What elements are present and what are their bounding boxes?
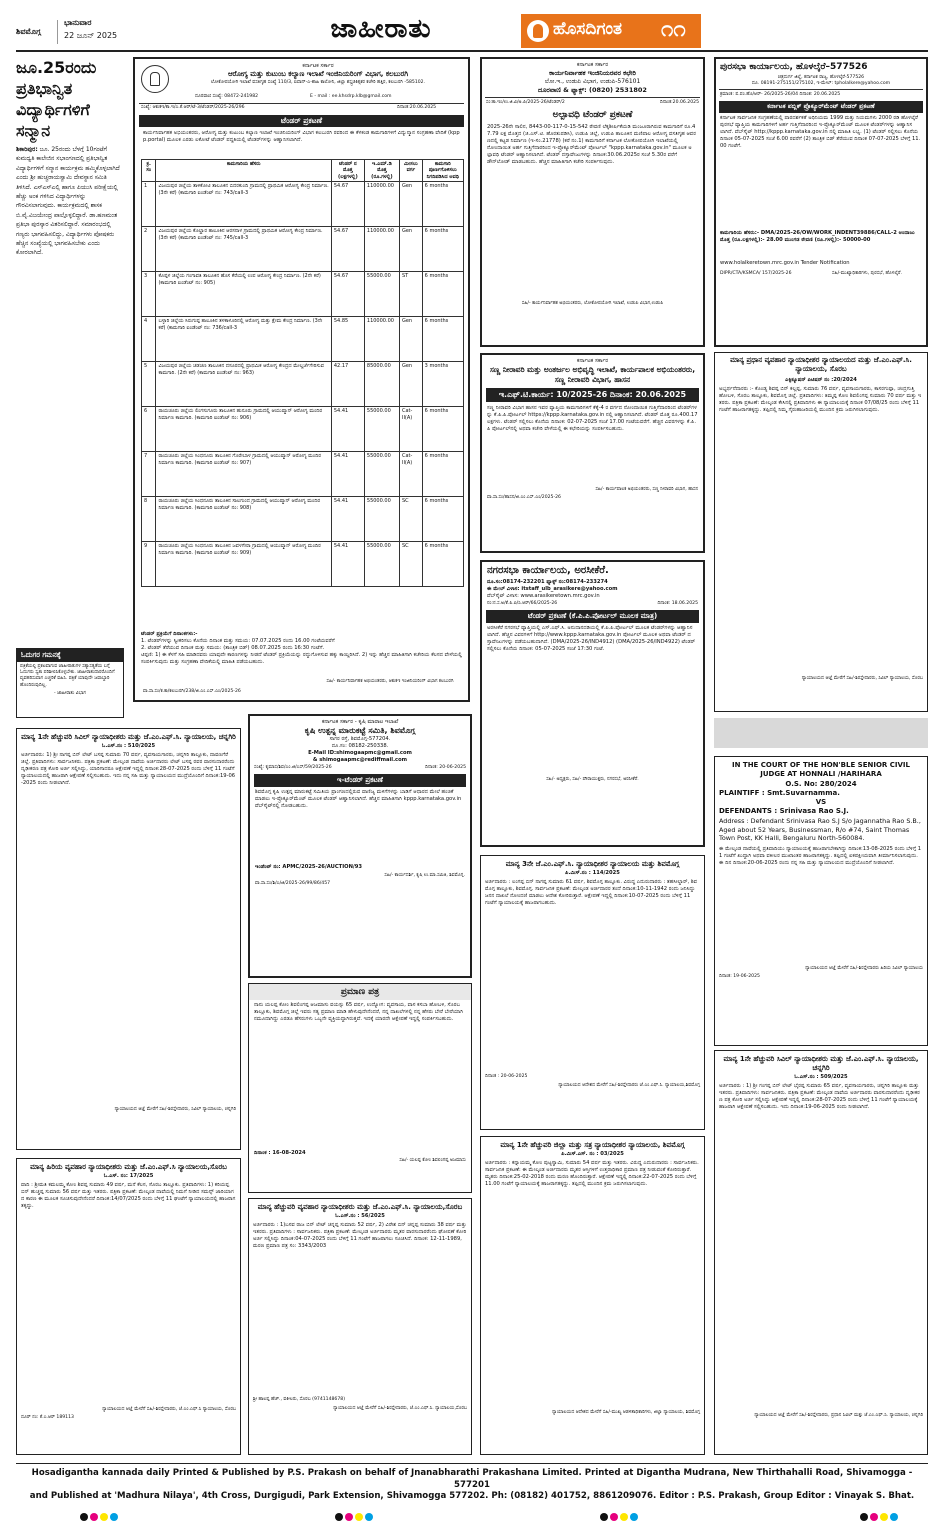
table-cell: Gen — [399, 182, 422, 227]
health-title: ಟೆಂಡರ್ ಪ್ರಕಟಣೆ — [139, 115, 464, 127]
table-cell: 55000.00 — [364, 272, 399, 317]
table-cell: 9 — [142, 542, 156, 587]
hol-ref: ಕ್ರಮಾಂಕ: ಪ.ಪಂ.ಹೊ/ಆರ್- 26/2025-26/04 ದಿನಾಂಕ: 20.06.2025 — [720, 92, 841, 98]
masthead-city: ಶಿವಮೊಗ್ಗ — [16, 20, 58, 44]
registration-marks — [335, 1513, 375, 1523]
table-cell: 42.17 — [331, 362, 364, 407]
imprint-line2: and Published at 'Madhura Nilaya', 4th Cross, Durgigudi, Park Extension, Shivamogga 577202. Ph: (08182) 401752, 8861209076. Editor : P.S. Prakash, Group Editor : Vinayak S. Bhat. — [29, 1491, 915, 1501]
court6-court: ಮಾನ್ಯ 1ನೇ ಹೆಚ್ಚುವರಿ ಸಿವಿಲ್ ನ್ಯಾಯಾಧೀಶರು ಮತ್ತು ಜೆ.ಎಂ.ಎಫ್.ಸಿ. ನ್ಯಾಯಾಲಯ, ಚನ್ನಗಿರಿ — [723, 1055, 919, 1072]
table-cell: Cat-II(A) — [399, 407, 422, 452]
udupi-refline — [482, 100, 703, 106]
registration-marks — [860, 1513, 900, 1523]
court4-date: ದಿನಾಂಕ : 20-06-2025 — [485, 1074, 528, 1079]
arsikere-tender-ad — [480, 560, 705, 847]
ars-web: ವೆಬ್‌ಸೈಟ್ ವಿಳಾಸ: www.arasikeretown.mrc.gov.in — [487, 593, 600, 599]
honnali-court: IN THE COURT OF THE HON'BLE SENIOR CIVIL JUDGE AT HONNALI /HARIHARA — [732, 761, 910, 778]
ars-refline — [482, 600, 703, 608]
affidavit-title: ಪ್ರಮಾಣ ಪತ್ರ — [249, 984, 471, 1000]
sorab-court-notice — [714, 352, 928, 712]
table-cell: ರಾಯಚೂರು ಜಿಲ್ಲೆಯ ಸಿಂಧನೂರು ತಾಲೂಕಿನ ಗೊರೇಬಾಳ ಗ್ರಾಮದಲ್ಲಿ ಆಯುಷ್ಮಾನ್ ಆರೋಗ್ಯ ಮಂದಿರ ನಿರ್ಮಾಣ ಕಾಮಗಾರಿ. (ಕಾಮಗಾರಿ ಐಂಡೆಂಟ್ ನಂ: 907) — [156, 452, 331, 497]
table-cell: 6 months — [422, 182, 463, 227]
table-cell: 55000.00 — [364, 542, 399, 587]
table-cell: Gen — [399, 317, 422, 362]
court1-sig: ನ್ಯಾಯಾಲಯದ ಆಜ್ಞೆ ಮೇರೆಗೆ ಸಹಿ/-ಶಿರಸ್ತೇದಾರರು, ಸಿವಿಲ್ ನ್ಯಾಯಾಲಯ, ಚನ್ನಗಿರಿ — [114, 1107, 236, 1112]
court1-notice — [16, 728, 241, 1150]
table-cell: Gen — [399, 362, 422, 407]
court6-body: ಅರ್ಜಿದಾರರು : 1) ಶ್ರೀ ಗಂಗಪ್ಪ ಬಿನ್ ಲೇಟ್ ಭೈರಪ್ಪ ಸುಮಾರು 65 ವರ್ಷ, ವ್ಯವಸಾಯಗಾರರು, ಚನ್ನಗಿರಿ ತಾಲ್ಲೂಕು ಮತ್ತು ಇತರರು. ಪ್ರತಿವಾದಿಗಳು: ಸಾರ್ವಜನಿಕರು. ಪತ್ರಿಕಾ ಪ್ರಕಟಣೆ: ಮೇಲ್ಕಂಡ ದಾವೆಯ ಅರ್ಜಿದಾರರು ವಾರಸುದಾರರೆಂದು ದೃಢೀಕರಣ ಪತ್ರ ಕೋರಿ ಅರ್ಜಿ ಸಲ್ಲಿಸಿದ್ದು ಆಕ್ಷೇಪಣೆ ಇದ್ದಲ್ಲಿ ದಿನಾಂಕ:28-07-2025 ರಂದು ಬೆಳಿಗ್ಗೆ 11 ಗಂಟೆಗೆ ನ್ಯಾಯಾಲಯಕ್ಕೆ ಹಾಜರಾಗಿ ಆಕ್ಷೇಪಣೆ ಸಲ್ಲಿಸಬಹುದು. ಇದು ದಿನಾಂಕ:19-06-2025 ರಂದು ನೀಡಲಾಗಿದೆ. — [719, 1083, 920, 1110]
table-cell: 8 — [142, 497, 156, 542]
court4-body: ಅರ್ಜಿದಾರರು : ಲಂಗಪ್ಪ ಬಿನ್ ನಾಗಪ್ಪ ಸುಮಾರು 61 ವರ್ಷ, ಶಿವಮೊಗ್ಗ ತಾಲ್ಲೂಕು. ವಿರುದ್ಧ ಎದುರುದಾರರು : ತಹಸೀಲ್ದಾರ್, ಶಿವಮೊಗ್ಗ ತಾಲ್ಲೂಕು, ಶಿವಮೊಗ್ಗ. ಸಾರ್ವಜನಿಕ ಪ್ರಕಟಣೆ: ಮೇಲ್ಕಂಡ ಅರ್ಜಿದಾರರ ತಂದೆ ದಿನಾಂಕ:10-11-1942 ರಂದು ಜನಿಸಿದ್ದು ಜನನ ದಾಖಲೆ ನೋಂದಣಿ ಮಾಡಲು ಆದೇಶ ಕೋರಿರುತ್ತಾರೆ. ಆಕ್ಷೇಪಣೆ ಇದ್ದಲ್ಲಿ ದಿನಾಂಕ:10-07-2025 ರಂದು ಬೆಳಿಗ್ಗೆ 11 ಗಂಟೆಗೆ ನ್ಯಾಯಾಲಯಕ್ಕೆ ಹಾಜರಾಗಬಹುದು. — [485, 879, 698, 906]
table-cell: ವಿಜಯಪುರ ಜಿಲ್ಲೆಯ ಚಡಚಣ ತಾಲೂಕಿನ ದಸೂರದಲ್ಲಿ ಪ್ರಾಥಮಿಕ ಆರೋಗ್ಯ ಕೇಂದ್ರದ ಮೇಲ್ದರ್ಜೆಗೇರಿಸುವ ಕಾಮಗಾರಿ. (2ನೇ ಕರೆ) (ಕಾಮಗಾರಿ ಐಂಡೆಂಟ್ ನಂ: 963) — [156, 362, 331, 407]
hol-sigline — [716, 267, 926, 281]
apmc-phone: ದೂ.ಸಂ: 08182-250338. — [331, 743, 389, 749]
affidavit-notice — [248, 983, 472, 1193]
table-cell: 4 — [142, 317, 156, 362]
udupi-tender-ad — [480, 57, 705, 347]
ars-phone: ದೂ.ಸಂ:08174-232201 ಫ್ಯಾಕ್ಸ್ ನಂ:08174-233274 — [487, 579, 608, 585]
affidavit-date: ದಿನಾಂಕ : 16-08-2024 — [254, 1150, 306, 1156]
irr-ref: ಇ.ಎಫ್.ಟಿ.ಕಾರ್ಯ: 10/2025-26 ದಿನಾಂಕ: 20.06.2025 — [486, 388, 699, 402]
affidavit-body: ನಾನು ಯಲಪ್ಪ ಕೋಂ ಶಿವಲಿಂಗಪ್ಪ ಆಜಮಾಸು ವಯಸ್ಸು 65 ವರ್ಷ, ಉದ್ಯೋಗ: ವ್ಯವಸಾಯ, ವಾಸ ಕಸಬಾ ಹೋಬಳಿ, ಸೊರಬ ತಾಲ್ಲೂಕು, ಶಿವಮೊಗ್ಗ ಜಿಲ್ಲೆ ಇವರು ಸತ್ಯ ಪ್ರಮಾಣ ಮಾಡಿ ಹೇಳುವುದೇನೆಂದರೆ, ನನ್ನ ದಾಖಲೆಗಳಲ್ಲಿ ನನ್ನ ಹೆಸರು ಬೇರೆ ಬೇರೆಯಾಗಿ ನಮೂದಾಗಿದ್ದು ಎರಡೂ ಹೆಸರುಗಳು ಒಬ್ಬನೇ ವ್ಯಕ್ತಿಯದ್ದಾಗಿರುತ್ತವೆ. ಇದಕ್ಕೆ ಯಾರದೇ ಆಕ್ಷೇಪಣೆ ಇದ್ದಲ್ಲಿ ಸಂಪರ್ಕಿಸಬಹುದು. — [254, 1002, 464, 1022]
table-cell: 54.85 — [331, 317, 364, 362]
gray-filler — [714, 718, 928, 748]
table-cell: 6 months — [422, 542, 463, 587]
table-row — [142, 452, 464, 497]
table-cell: ರಾಯಚೂರು ಜಿಲ್ಲೆಯ ಸಿಂಧನೂರು ತಾಲೂಕಿನ ಸಾಲಗುಂದ ಗ್ರಾಮದಲ್ಲಿ ಆಯುಷ್ಮಾನ್ ಆರೋಗ್ಯ ಮಂದಿರ ನಿರ್ಮಾಣ ಕಾಮಗಾರಿ. (ಕಾಮಗಾರಿ ಐಂಡೆಂಟ್ ನಂ: 908) — [156, 497, 331, 542]
sorab-body: ಅಭ್ಯರ್ಥನೆದಾರರು :- ಕೊಂಡ್ಯ ಶಿವಪ್ಪ ಬಿನ್ ಕಲ್ಲಪ್ಪ, ಸುಮಾರು 76 ವರ್ಷ, ವ್ಯವಸಾಯಗಾರರು, ಕಾಸರಗುಪ್ಪಾ, ಚಂದ್ರಗುತ್ತಿ ಹೋಬಳಿ, ಸೊರಬ ತಾಲ್ಲೂಕು, ಶಿವಮೊಗ್ಗ ಜಿಲ್ಲೆ. ಪ್ರತಿವಾದಿಗಳು: ತಿಮ್ಮಪ್ಪ ಕೋಂ ಶಿವಲಿಂಗಪ್ಪ ಸುಮಾರು 70 ವರ್ಷ ಮತ್ತು ಇತರರು. ಪತ್ರಿಕಾ ಪ್ರಕಟಣೆ: ಮೇಲ್ಕಂಡ ಕೇಸಿನಲ್ಲಿ ಪ್ರತಿವಾದಿಗಳು ಈ ನ್ಯಾಯಾಲಯಕ್ಕೆ ದಿನಾಂಕ 07/08/25 ರಂದು ಬೆಳಿಗ್ಗೆ 11 ಗಂಟೆಗೆ ಹಾಜರಾಗತಕ್ಕದ್ದು. ತಪ್ಪಿದಲ್ಲಿ ನಿಮ್ಮ ಗೈರುಹಾಜರಿಯಲ್ಲಿ ಮುಂದಿನ ಕ್ರಮ ಜರುಗಿಸಲಾಗುವುದು. — [719, 386, 922, 413]
table-cell: 3 months — [422, 362, 463, 407]
col-head: ಕಾಮಗಾರಿ ಪೂರ್ಣಗೊಳಿಸಲು ನಿಗದಿಪಡಿಸಿದ ಅವಧಿ — [422, 160, 463, 182]
health-ref: ಸಂಖ್ಯೆ: ಆಕುಕಇ/ಕಾ.ಇ/ಎ.ಕೆ.ಆರ್/ಟೆ-3/ಟೆಂಡರ್/2025-26/296 — [141, 105, 245, 110]
table-row — [142, 407, 464, 452]
health-table-wrap — [141, 159, 464, 587]
ars-ref: ನಂ:ನ.ಸ.ಅ/ಕೆ.ಪಿ.ಪಿ/ಸಿ.ಆರ್/66/2025-26 — [487, 601, 558, 606]
table-cell: 6 months — [422, 317, 463, 362]
reg-dot-yellow — [355, 1513, 363, 1521]
honnali-sig: ನ್ಯಾಯಾಲಯದ ಆಜ್ಞೆ ಮೇರೆಗೆ ಸಹಿ/-ಶಿರಸ್ತೇದಾರರು ಹಿರಿಯ ಸಿವಿಲ್ ನ್ಯಾಯಾಲಯ — [805, 965, 923, 971]
apmc-name: ಕೃಷಿ ಉತ್ಪನ್ನ ಮಾರುಕಟ್ಟೆ ಸಮಿತಿ, ಶಿವಮೊಗ್ಗ — [304, 726, 416, 735]
health-dates — [141, 631, 464, 680]
court5-body: ಅರ್ಜಿದಾರರು : ಕನ್ನಾಯಮ್ಮ ಕೋಂ ಪುಟ್ಟಸ್ವಾಮಿ, ಸುಮಾರು 54 ವರ್ಷ ಮತ್ತು ಇತರರು. ವಿರುದ್ಧ ಎದುರುದಾರರು : ಸಾರ್ವಜನಿಕರು. ಸಾರ್ವಜನಿಕ ಪ್ರಕಟಣೆ: ಈ ಮೇಲ್ಕಂಡ ಅರ್ಜಿದಾರರು ಮೃತರ ಆಸ್ತಿಗಳಿಗೆ ಉತ್ತರಾಧಿಕಾರ ಪ್ರಮಾಣ ಪತ್ರ ನೀಡುವಂತೆ ಕೋರಿರುತ್ತಾರೆ. ಮೃತರು ದಿನಾಂಕ:25-02-2018 ರಂದು ಮರಣ ಹೊಂದಿರುತ್ತಾರೆ. ಆಕ್ಷೇಪಣೆ ಇದ್ದಲ್ಲಿ ದಿನಾಂಕ:22-07-2025 ರಂದು ಬೆಳಿಗ್ಗೆ 11.00 ಗಂಟೆಗೆ ನ್ಯಾಯಾಲಯಕ್ಕೆ ಹಾಜರಾಗತಕ್ಕದ್ದು. ತಪ್ಪಿದಲ್ಲಿ ಮುಂದಿನ ಕ್ರಮ ಜರುಗಿಸಲಾಗುವುದು. — [485, 1160, 699, 1187]
court3-court: ಮಾನ್ಯ ಹೆಚ್ಚುವರಿ ವ್ಯವಹಾರ ನ್ಯಾಯಾಧೀಶರು ಮತ್ತು ಜೆ.ಎಂ.ಎಫ್.ಸಿ. ನ್ಯಾಯಾಲಯ,ಸೊರಬ — [257, 1203, 463, 1211]
honnali-body: ಈ ಮೇಲ್ಕಂಡ ದಾವೆಯಲ್ಲಿ ಪ್ರತಿವಾದಿಯು ನ್ಯಾಯಾಲಯಕ್ಕೆ ಹಾಜರಾಗಬೇಕಾಗಿದ್ದು ದಿನಾಂಕ:13-08-2025 ರಂದು ಬೆಳಿಗ್ಗೆ 11 ಗಂಟೆಗೆ ಖುದ್ದಾಗಿ ಅಥವಾ ವಕೀಲರ ಮುಖಾಂತರ ಹಾಜರಾಗತಕ್ಕದ್ದು. ತಪ್ಪಿದಲ್ಲಿ ಏಕಪಕ್ಷೀಯವಾಗಿ ತೀರ್ಮಾನಿಸಲಾಗುವುದು. ಈ ದಿನ ದಿನಾಂಕ:20-06-2025 ರಂದು ನನ್ನ ಸಹಿ ಮತ್ತು ನ್ಯಾಯಾಲಯದ ಮುದ್ರೆಯೊಂದಿಗೆ ನೀಡಲಾಗಿದೆ. — [719, 845, 922, 866]
health-dept: ಆರೋಗ್ಯ ಮತ್ತು ಕುಟುಂಬ ಕಲ್ಯಾಣ ಇಲಾಖೆ ಇಂಜಿನಿಯರಿಂಗ್ ವಿಭಾಗ, ಕಲಬುರಗಿ — [227, 70, 409, 78]
imprint — [16, 1468, 928, 1503]
notice-body: ಪತ್ರಿಕೆಯಲ್ಲಿ ಪ್ರಕಟವಾಗುವ ಜಾಹೀರಾತುಗಳ ಸತ್ಯಾಸತ್ಯತೆಯ ಬಗ್ಗೆ ಓದುಗರು ಸ್ವತಃ ಪರಿಶೀಲಿಸಿಕೊಳ್ಳಬೇಕು. ಜಾಹೀರಾತುದಾರರೊಂದಿಗೆ ವ್ಯವಹರಿಸುವಾಗ ಎಚ್ಚರಿಕೆ ವಹಿಸಿ. ಪತ್ರಿಕೆ ಯಾವುದೇ ಜವಾಬ್ದಾರಿ ಹೊಂದಿರುವುದಿಲ್ಲ. — [20, 664, 115, 688]
apmc-footref: ವಾ.ಸಾ.ಸಂ/ಶಿ/ಎ/ಜಿ/2025-26/99/86/457 — [255, 881, 331, 887]
apmc-sig: ಸಹಿ/- ಕಾರ್ಯದರ್ಶಿ, ಕೃಷಿ ಉ.ಮಾ.ಸಮಿತಿ, ಶಿವಮೊಗ್ಗ. — [384, 873, 465, 879]
reg-dot-cyan — [110, 1513, 118, 1521]
court3-case: ಓ.ಎಸ್.ನಂ : 56/2025 — [335, 1213, 385, 1219]
health-phone: ದೂರವಾಣಿ ಸಂಖ್ಯೆ: 08472-241982 — [195, 94, 259, 99]
sorab-sig: ನ್ಯಾಯಾಲಯದ ಆಜ್ಞೆ ಮೇರೆಗೆ ಸಹಿ/-ಶಿರಸ್ತೇದಾರರು, ಸಿವಿಲ್ ನ್ಯಾಯಾಲಯ, ಸೊರಬ — [801, 676, 923, 681]
hol-web: www.holalkeretown.mrc.gov.in Tender Notification — [720, 259, 850, 266]
apmc-refline — [250, 764, 470, 772]
table-cell: 5 — [142, 362, 156, 407]
table-cell: SC — [399, 497, 422, 542]
reg-dot-magenta — [90, 1513, 98, 1521]
table-cell: 55000.00 — [364, 497, 399, 542]
hol-title: ಕರ್ನಾಟಕ ಪಬ್ಲಿಕ್ ಪ್ರೊಕ್ಯೂರ್‌ಮೆಂಟ್ ಟೆಂಡರ್ ಪ್ರಕಟಣೆ — [719, 101, 923, 113]
reg-dot-cyan — [365, 1513, 373, 1521]
col-head: ಕಾಮಗಾರಿಯ ಹೆಸರು — [156, 160, 331, 182]
hol-body: ಕರ್ನಾಟಕ ಸಾರ್ವಜನಿಕ ಸಂಗ್ರಹಣೆಯಲ್ಲಿ ಪಾರದರ್ಶಕತೆ ಅಧಿನಿಯಮ 1999 ಮತ್ತು ನಿಯಮಗಳು 2000 ರಡಿ ಹೊಳಲ್ಕೆರೆ ಪುರಸಭೆ ವ್ಯಾಪ್ತಿಯ ಕಾಮಗಾರಿಗಳಿಗೆ ಅರ್ಹ ಗುತ್ತಿಗೆದಾರರಿಂದ ಇ-ಪ್ರೊಕ್ಯೂರ್‌ಮೆಂಟ್ ಮೂಲಕ ಟೆಂಡರ್‌ಗಳನ್ನು ಆಹ್ವಾನಿಸಲಾಗಿದೆ. ವೆಬ್‌ಸೈಟ್ http://kppp.karnataka.gov.in ನಲ್ಲಿ ಮಾಹಿತಿ ಲಭ್ಯ. (1) ಟೆಂಡರ್ ಸಲ್ಲಿಸಲು ಕೊನೆಯ ದಿನಾಂಕ 05-07-2025 ಸಂಜೆ 6.00 ರವರೆಗೆ (2) ತಾಂತ್ರಿಕ ಬಿಡ್ ತೆರೆಯುವ ದಿನಾಂಕ 07-07-2025 ಬೆಳಿಗ್ಗೆ 11.00 ಗಂಟೆಗೆ. — [720, 114, 921, 149]
paper-name: ಹೊಸದಿಗಂತ — [553, 19, 623, 39]
court2-phone: ದೂರ್ ನಂ: ಕೆ.ಎ.ಆರ್ 189113 — [21, 1415, 74, 1421]
reg-dot-black — [860, 1513, 868, 1521]
honnali-court-notice — [714, 756, 928, 1046]
table-cell: Gen — [399, 227, 422, 272]
health-sig: ಸಹಿ/- ಕಾರ್ಯನಿರ್ವಾಹಕ ಅಭಿಯಂತರರು, ಆಕುಕಇ ಇಂಜಿನಿಯರಿಂಗ್ ವಿಭಾಗ ಕಲಬುರಗಿ — [326, 679, 454, 684]
notice-foot: - ಜಾಹೀರಾತು ವಿಭಾಗ — [54, 690, 86, 696]
table-cell: SC — [399, 542, 422, 587]
court6-notice — [714, 1050, 928, 1455]
apmc-indent: ಇಂಡೆಂಟ್ ನಂ: APMC/2025-26/AUCTION/93 — [255, 864, 363, 871]
notice-box — [16, 648, 124, 718]
court3-body: ಅರ್ಜಿದಾರರು : 1)ಬಸವ ರಾಜ ಬಿನ್ ಲೇಟ್ ಚನ್ನಪ್ಪ ಸುಮಾರು 52 ವರ್ಷ, 2) ವಿರೇಶ ಬಿನ್ ಚನ್ನಪ್ಪ ಸುಮಾರು 38 ವರ್ಷ ಮತ್ತು ಇತರರು. ಪ್ರತಿವಾದಿಗಳು : ಸಾರ್ವಜನಿಕರು. ಪತ್ರಿಕಾ ಪ್ರಕಟಣೆ: ಮೇಲ್ಕಂಡ ಅರ್ಜಿದಾರರು ಮೃತರ ವಾರಸುದಾರರೆಂದು ಘೋಷಣೆ ಕೋರಿ ಅರ್ಜಿ ಸಲ್ಲಿಸಿದ್ದು ದಿನಾಂಕ:04-07-2025 ರಂದು ಬೆಳಿಗ್ಗೆ 11 ಗಂಟೆಗೆ ಹಾಜರಾಗಲು ಸೂಚಿಸಿದೆ. ದಿನಾಂಕ: 12-11-1989, ಮರಣ ಪ್ರಮಾಣ ಪತ್ರ ಸಂ: 3343/2003 — [253, 1222, 467, 1249]
registration-marks — [600, 1513, 640, 1523]
apmc-email1: E-Mail ID:shimogaapmc@gmail.com — [308, 750, 412, 756]
udupi-sig: ಸಹಿ/- ಕಾರ್ಯನಿರ್ವಾಹಕ ಅಭಿಯಂತರರು, ಲೋಕೋಪಯೋಗಿ ಇಲಾಖೆ, ಉಡುಪಿ ವಿಭಾಗ,ಉಡುಪಿ — [521, 301, 664, 307]
table-cell: 6 months — [422, 407, 463, 452]
table-cell: 6 months — [422, 452, 463, 497]
court5-notice — [480, 1136, 705, 1455]
court4-notice — [480, 855, 705, 1130]
honnali-date: ದಿನಾಂಕ: 19-06-2025 — [719, 973, 760, 979]
health-footref: ವಾ.ಸಾ.ಸಂ/ಕ.ಕಾ/ಕಲಬುರಗಿ/238/ಜಿ.ಎಂ.ಎಸ್.ಎಂ/2025-26 — [143, 689, 241, 694]
table-cell: 110000.00 — [364, 182, 399, 227]
page-number: ೧೧ — [661, 17, 686, 42]
court3-sig: ನ್ಯಾಯಾಲಯದ ಆಜ್ಞೆ ಮೇರೆಗೆ ಸಹಿ/-ಶಿರಸ್ತೇದಾರರು, ಜೆ.ಎಂ.ಎಫ್.ಸಿ. ನ್ಯಾಯಾಲಯ,ಸೊರಬ — [333, 1406, 467, 1412]
govt-emblem-icon — [141, 65, 169, 93]
hol-sig: ಸಹಿ/-ಮುಖ್ಯಾಧಿಕಾರಿಗಳು, ಪುರಸಭೆ, ಹೊಳಲ್ಕೆರೆ. — [832, 270, 902, 276]
table-cell: ಬಳ್ಳಾರಿ ಜಿಲ್ಲೆಯ ಸಿರುಗುಪ್ಪ ತಾಲೂಕಿನ ತಳಕಾಳೂರಿನಲ್ಲಿ ಆರೋಗ್ಯ ಮತ್ತು ಕ್ಷೇಮ ಕೇಂದ್ರ ನಿರ್ಮಾಣ. (3ನೇ ಕರೆ) (ಕಾಮಗಾರಿ ಐಂಡೆಂಟ್ ನಂ: 736/call-3 — [156, 317, 331, 362]
table-cell: ಕೊಪ್ಪಳ ಜಿಲ್ಲೆಯ ಗಂಗಾವತಿ ತಾಲೂಕಿನ ಹೊಸ ಕೆರೆಯಲ್ಲಿ ಉಪ ಆರೋಗ್ಯ ಕೇಂದ್ರ ನಿರ್ಮಾಣ. (2ನೇ ಕರೆ) (ಕಾಮಗಾರಿ ಐಂಡೆಂಟ್ ನಂ: 905) — [156, 272, 331, 317]
honnali-plaintiff: PLAINTIFF : Smt.Suvarnamma. — [719, 789, 840, 797]
udupi-phone: ದೂರವಾಣಿ & ಫ್ಯಾಕ್ಸ್: (0820) 2531802 — [538, 86, 647, 94]
affidavit-sig: ಸಹಿ/- ಯಲಪ್ಪ ಕೋಂ ಶಿವಲಿಂಗಪ್ಪ ಅಜಮಾಸು — [399, 1158, 466, 1163]
news-body — [16, 145, 124, 258]
table-cell: 7 — [142, 452, 156, 497]
honnali-vs: VS — [815, 798, 827, 806]
hol-contact: ದೂ. 08191-275151/275102, ಇ-ಮೇಲ್: tpholalkere@yahoo.com — [751, 81, 891, 87]
table-cell: 54.67 — [331, 182, 364, 227]
health-table — [141, 159, 464, 587]
table-cell: ST — [399, 272, 422, 317]
apmc-ref: ಸಂಖ್ಯೆ: ಕೃಮಾಸ/ಶಿವ/ಎಂ.ಜಿ/ಎಸ್/59/2025-26 — [254, 765, 332, 770]
irr-gov: ಕರ್ನಾಟಕ ಸರ್ಕಾರ — [576, 358, 609, 364]
hol-item: ಕಾಮಗಾರಿಯ ಹೆಸರು:- DMA/2025-26/OW/WORK_INDENT39886/CALL-2 ಅಂದಾಜು ಮೊತ್ತ (ರೂ.ಲಕ್ಷಗಳಲ್ಲಿ):- 28.00 ಮುಂಗಡ ಠೇವಣಿ (ರೂ.ಗಳಲ್ಲಿ):- 50000-00 — [720, 229, 915, 243]
reg-dot-magenta — [870, 1513, 878, 1521]
health-date: ದಿನಾಂಕ:20.06.2025 — [397, 105, 437, 110]
col-head: ಮೀಸಲು ವರ್ಗ — [399, 160, 422, 182]
health-date2: 2. ಟೆಂಡರ್ ತೆರೆಯುವ ದಿನಾಂಕ ಮತ್ತು ಸಮಯ: (ತಾಂತ್ರಿಕ ಬಿಡ್) 08.07.2025 ರಂದು 16:30 ಗಂಟೆಗೆ. — [141, 645, 325, 651]
health-gov: ಕರ್ನಾಟಕ ಸರ್ಕಾರ — [302, 63, 334, 69]
court2-case: ಓ.ಎಸ್. ನಂ: 17/2025 — [103, 1173, 154, 1179]
apmc-title: ಇ-ಟೆಂಡರ್ ಪ್ರಕಟಣೆ — [254, 774, 466, 787]
table-row — [142, 227, 464, 272]
registration-marks — [80, 1513, 120, 1523]
apmc-gov: ಕರ್ನಾಟಕ ಸರ್ಕಾರ - ಕೃಷಿ ಮಾರಾಟ ಇಲಾಖೆ — [321, 719, 399, 725]
apmc-address: ಸಾಗರ ರಸ್ತೆ, ಶಿವಮೊಗ್ಗ-577204. — [329, 736, 391, 742]
table-row — [142, 182, 464, 227]
masthead — [16, 14, 928, 50]
court2-sig: ನ್ಯಾಯಾಲಯದ ಆಜ್ಞೆ ಮೇರೆಗೆ ಸಹಿ/-ಶಿರಸ್ತೇದಾರರು, ಜೆ.ಎಂ.ಎಫ್.ಸಿ ನ್ಯಾಯಾಲಯ, ಸೊರಬ — [102, 1407, 236, 1412]
table-cell: 3 — [142, 272, 156, 317]
masthead-date: 22 ಜೂನ್ 2025 — [64, 31, 118, 40]
reg-dot-yellow — [620, 1513, 628, 1521]
udupi-office: ಕಾರ್ಯನಿರ್ವಾಹಕ ಇಂಜಿನಿಯರವರ ಕಛೇರಿ — [549, 69, 636, 77]
table-cell: 54.41 — [331, 497, 364, 542]
reg-dot-cyan — [890, 1513, 898, 1521]
apmc-date: ದಿನಾಂಕ: 20-06-2025 — [425, 765, 466, 770]
holalkere-tender-ad — [714, 57, 928, 347]
reg-dot-black — [80, 1513, 88, 1521]
reg-dot-cyan — [630, 1513, 638, 1521]
irr-dept: ಸಣ್ಣ ನೀರಾವರಿ ಮತ್ತು ಅಂತರ್ಜಲ ಅಭಿವೃದ್ಧಿ ಇಲಾಖೆ, ಕಾರ್ಯಪಾಲಕ ಅಭಿಯಂತರರು, ಸಣ್ಣ ನೀರಾವರಿ ವಿಭಾಗ, ಹಾಸನ — [489, 365, 696, 384]
court1-body: ಅರ್ಜಿದಾರರು: 1) ಶ್ರೀ ನಾಗಪ್ಪ ಬಿನ್ ಲೇಟ್ ಬಸಪ್ಪ ಸುಮಾರು 70 ವರ್ಷ, ವ್ಯವಸಾಯಗಾರರು, ಚನ್ನಗಿರಿ ತಾಲ್ಲೂಕು, ದಾವಣಗೆರೆ ಜಿಲ್ಲೆ. ಪ್ರತಿವಾದಿಗಳು: ಸಾರ್ವಜನಿಕರು. ಪತ್ರಿಕಾ ಪ್ರಕಟಣೆ: ಮೇಲ್ಕಂಡ ದಾವೆಯ ಅರ್ಜಿದಾರರು ಲೇಟ್ ಬಸಪ್ಪ ರವರ ವಾರಸುದಾರರೆಂದು ದೃಢೀಕರಣ ಪತ್ರ ಕೋರಿ ಅರ್ಜಿ ಸಲ್ಲಿಸಿದ್ದು, ಯಾರಿಗಾದರೂ ಆಕ್ಷೇಪಣೆ ಇದ್ದಲ್ಲಿ ದಿನಾಂಕ:28-07-2025 ರಂದು ಬೆಳಿಗ್ಗೆ 11 ಗಂಟೆಗೆ ನ್ಯಾಯಾಲಯದಲ್ಲಿ ಹಾಜರಾಗಿ ಆಕ್ಷೇಪಣೆ ಸಲ್ಲಿಸಬಹುದು. ಇದು ನನ್ನ ಸಹಿ ಮತ್ತು ನ್ಯಾಯಾಲಯದ ಮುದ್ರೆಯೊಂದಿಗೆ ದಿನಾಂಕ:19-06-2025 ರಂದು ನೀಡಲಾಗಿದೆ. — [21, 752, 236, 786]
honnali-defendants: DEFENDANTS : Srinivasa Rao S.J. — [719, 807, 849, 815]
logo-emblem-icon — [527, 20, 549, 42]
court2-body: ವಾದಿ : ಶ್ರೀಮತಿ ಕಮಲಮ್ಮ ಕೋಂ ಶಿವಪ್ಪ ಸುಮಾರು 49 ವರ್ಷ, ಮನೆ ಕೆಲಸ, ಸೊರಬ ತಾಲ್ಲೂಕು. ಪ್ರತಿವಾದಿಗಳು: 1) ಕರಿಯಪ್ಪ ಬಿನ್ ಹುಚ್ಚಪ್ಪ ಸುಮಾರು 56 ವರ್ಷ ಮತ್ತು ಇತರರು. ಪತ್ರಿಕಾ ಪ್ರಕಟಣೆ: ಮೇಲ್ಕಂಡ ದಾವೆಯಲ್ಲಿ ನಿಮಗೆ ನೀಡಿದ ಸಮನ್ಸ್ ಜಾರಿಯಾಗದ ಕಾರಣ ಈ ಮೂಲಕ ಸೂಚಿಸುವುದೇನೆಂದರೆ ದಿನಾಂಕ:14/07/2025 ರಂದು ಬೆಳಿಗ್ಗೆ 11 ಘಂಟೆಗೆ ನ್ಯಾಯಾಲಯದಲ್ಲಿ ಹಾಜರಾಗತಕ್ಕದ್ದು. — [21, 1182, 236, 1209]
masthead-day: ಭಾನುವಾರ — [64, 18, 92, 27]
hol-address: ಚಿತ್ರದುರ್ಗ ಜಿಲ್ಲೆ, ಕರ್ನಾಟಕ ರಾಜ್ಯ, ಹೊಳಲ್ಕೆರೆ-577526 — [777, 75, 865, 80]
reg-dot-yellow — [880, 1513, 888, 1521]
table-cell: ವಿಜಯಪುರ ಜಿಲ್ಲೆಯ ಕೊಲ್ಹಾರ ತಾಲೂಕಿನ ಆರಸನಾಳ ಗ್ರಾಮದಲ್ಲಿ ಪ್ರಾಥಮಿಕ ಆರೋಗ್ಯ ಕೇಂದ್ರ ನಿರ್ಮಾಣ. (3ನೇ ಕರೆ) (ಕಾಮಗಾರಿ ಐಂಡೆಂಟ್ ನಂ: 745/call-3 — [156, 227, 331, 272]
table-cell: 6 months — [422, 227, 463, 272]
health-intro: ಕಾರ್ಯನಿರ್ವಾಹಕ ಅಭಿಯಂತರರು, ಆರೋಗ್ಯ ಮತ್ತು ಕುಟುಂಬ ಕಲ್ಯಾಣ ಇಲಾಖೆ ಇಂಜಿನಿಯರಿಂಗ್ ವಿಭಾಗ ಕಲಬುರಗಿ ರವರಿಂದ ಈ ಕೆಳಕಂಡ ಕಾಮಗಾರಿಗಳಿಗೆ ವಿದ್ಯುನ್ಮಾನ ಸಂಗ್ರಹಣಾ ವೇದಿಕೆ (kppp.portal) ಮೂಲಕ ಎರಡು ಲಕೋಟೆ ಟೆಂಡರ್ ಪದ್ಧತಿಯಲ್ಲಿ ಟೆಂಡರ್‌ಗಳನ್ನು ಆಹ್ವಾನಿಸಲಾಗಿದೆ. — [143, 130, 460, 143]
court4-court: ಮಾನ್ಯ 3ನೇ ಜೆ.ಎಂ.ಎಫ್.ಸಿ. ನ್ಯಾಯಾಧೀಶರ ನ್ಯಾಯಾಲಯ ಮತ್ತು ಶಿವಮೊಗ್ಗ — [505, 860, 680, 868]
court2-notice — [16, 1158, 241, 1455]
udupi-address: ಲೋ.ಇ., ಉಡುಪಿ ವಿಭಾಗ, ಉಡುಪಿ-576101 — [544, 78, 641, 85]
table-cell: ರಾಯಚೂರು ಜಿಲ್ಲೆಯ ಸಿಂಧನೂರು ತಾಲೂಕಿನ ಜವಳಗೇರಾ ಗ್ರಾಮದಲ್ಲಿ ಆಯುಷ್ಮಾನ್ ಆರೋಗ್ಯ ಮಂದಿರ ನಿರ್ಮಾಣ ಕಾಮಗಾರಿ. (ಕಾಮಗಾರಿ ಐಂಡೆಂಟ್ ನಂ: 909) — [156, 542, 331, 587]
table-row — [142, 317, 464, 362]
court1-court: ಮಾನ್ಯ 1ನೇ ಹೆಚ್ಚುವರಿ ಸಿವಿಲ್ ನ್ಯಾಯಾಧೀಶರು ಮತ್ತು ಜೆ.ಎಂ.ಎಫ್.ಸಿ. ನ್ಯಾಯಾಲಯ, ಚನ್ನಗಿರಿ — [21, 733, 236, 741]
court5-case: ಪಿ.ಮಿಸ್.ಎಸ್. ನಂ : 03/2025 — [561, 1151, 624, 1157]
table-cell: 54.67 — [331, 227, 364, 272]
table-cell: 110000.00 — [364, 317, 399, 362]
udupi-body: 2025-26ನೇ ಸಾಲಿನ, 8443-00-117-0-15-542 ಠೇವಣಿ ಲೆಕ್ಕಶೀರ್ಷಿಕೆಯಡಿ ಮಂಜೂರಾಗಿರುವ ಕಾಮಗಾರಿಗೆ ರೂ.47.79 ಲಕ್ಷ ಮೊತ್ತದ (ಜಿ.ಎಸ್.ಟಿ. ಹೊರತುಪಡಿಸಿ), ಉಡುಪಿ ಜಿಲ್ಲೆ, ಉಡುಪಿ ತಾಲೂಕಿನ ಮಣಿಪಾಲ ಆರೋಗ್ಯ ವಸತಿಗೃಹ ಆವರಣದಲ್ಲಿ ಕಟ್ಟಡ ನಿರ್ಮಾಣ (ಇ-ಸಂ.21778) (ಕರೆ ನಂ.1) ಕಾಮಗಾರಿಗೆ ಕರ್ನಾಟಕ ಲೋಕೋಪಯೋಗಿ ಇಲಾಖೆಯಲ್ಲಿ ನೋಂದಾಯಿತ ಅರ್ಹ ಗುತ್ತಿಗೆದಾರರಿಂದ ಇ-ಪ್ರೊಕ್ಯೂರ್‌ಮೆಂಟ್ ಪೋರ್ಟಲ್ "kppp.karnataka.gov.in" ಮೂಲಕ ಅಲ್ಪಾವಧಿ ಟೆಂಡರ್ ಆಹ್ವಾನಿಸಲಾಗಿದೆ. ಟೆಂಡರ್ ದಸ್ತಾವೇಜುಗಳನ್ನು ದಿನಾಂಕ:30.06.2025ರ ಸಂಜೆ 5.30ರ ವರೆಗೆ ಡೌನ್‌ಲೋಡ್ ಮಾಡಬಹುದು. ಹೆಚ್ಚಿನ ಮಾಹಿತಿಗಾಗಿ ಕಚೇರಿ ಸಂಪರ್ಕಿಸುವುದು. — [487, 124, 697, 166]
table-cell: 2 — [142, 227, 156, 272]
honnali-case: O.S. No: 280/2024 — [785, 780, 857, 788]
udupi-ref: ಸಂ:ಕಾ.ಇಂ/ಉ.ಜಿ.ವಿ/ಅ.ಪಿ/2025-26/ಟೆಂಡರ್/2 — [486, 100, 565, 105]
col-head: ಇ.ಎಮ್.ಡಿ ಮೊತ್ತ (ರೂ.ಗಳಲ್ಲಿ) — [364, 160, 399, 182]
table-row — [142, 272, 464, 317]
table-cell: 110000.00 — [364, 227, 399, 272]
court6-case: ಓ.ಎಸ್.ನಂ : 509/2025 — [794, 1074, 848, 1080]
section-title: ಜಾಹೀರಾತು — [330, 14, 432, 44]
court3-notice — [248, 1198, 472, 1455]
court6-sig: ನ್ಯಾಯಾಲಯದ ಆಜ್ಞೆ ಮೇರೆಗೆ ಸಹಿ/-ಶಿರಸ್ತೇದಾರರು, ಪ್ರಧಾನ ಸಿವಿಲ್ ಮತ್ತು ಜೆ.ಎಂ.ಎಫ್.ಸಿ. ನ್ಯಾಯಾಲಯ, ಚನ್ನಗಿರಿ — [754, 1413, 923, 1418]
health-address: ಲೋಕೋಪಯೋಗಿ ಇಲಾಖೆ ವಸತಿಗೃಹ ಸಂಖ್ಯೆ 110/3, ಐವಾನ್-ಎ-ಶಾಹಿ ಕಾಲೋನಿ, ಜಿಲ್ಲಾ ಶಸ್ತ್ರಚಿಕಿತ್ಸಕರ ಕಚೇರಿ ಹತ್ತಿರ, ಕಲಬುರಗಿ -585102. — [210, 80, 426, 85]
col-head: ಕ್ರ. ಸಂ — [142, 160, 156, 182]
table-cell: 55000.00 — [364, 452, 399, 497]
reg-dot-yellow — [100, 1513, 108, 1521]
hol-footref: DIPR/CTA/KSMCA/ 157/2025-26 — [720, 270, 792, 276]
sorab-court: ಮಾನ್ಯ ಪ್ರಧಾನ ವ್ಯವಹಾರ ನ್ಯಾಯಾಧೀಶರ ನ್ಯಾಯಾಲಯದ ಮತ್ತು ಜೆ.ಎಂ.ಎಫ್.ಸಿ. ನ್ಯಾಯಾಲಯ, ಸೊರಬ — [730, 356, 912, 373]
irr-sig: ಸಹಿ/- ಕಾರ್ಯಪಾಲಕ ಅಭಿಯಂತರರು, ಸಣ್ಣ ನೀರಾವರಿ ವಿಭಾಗ, ಹಾಸನ — [595, 487, 698, 492]
irrigation-tender-ad — [480, 353, 705, 553]
table-row — [142, 542, 464, 587]
notice-title: ಓದುಗರ ಗಮನಕ್ಕೆ — [17, 649, 123, 662]
health-tender-ad — [133, 57, 470, 702]
honnali-address: Address : Defendant Srinivasa Rao S.J S/o Jagannatha Rao S.B., Aged about 52 Years, Businessman, R/o #74, Saint Thomas Town Post, KK Halli, Bengaluru North-560084. — [719, 817, 921, 843]
table-cell: 85000.00 — [364, 362, 399, 407]
irr-body: ಸಣ್ಣ ನೀರಾವರಿ ವಿಭಾಗ ಹಾಸನ ಇವರ ವ್ಯಾಪ್ತಿಯ ಕಾಮಗಾರಿಗಳಿಗೆ ಕೆಕ್ಕೆ-4 ರ ವರ್ಗದ ನೋಂದಾಯಿತ ಗುತ್ತಿಗೆದಾರರಿಂದ ಟೆಂಡರ್‌ಗಳನ್ನು ಕೆ.ಪಿ.ಪಿ.ಪೋರ್ಟಲ್ https://kppp.karnataka.gov.in ನಲ್ಲಿ ಆಹ್ವಾನಿಸಲಾಗಿದೆ. ಟೆಂಡರ್ ಮೊತ್ತ ರೂ.400.17 ಲಕ್ಷಗಳು. ಟೆಂಡರ್ ಸಲ್ಲಿಸಲು ಕೊನೆಯ ದಿನಾಂಕ: 02-07-2025 ಸಂಜೆ 17.00 ಗಂಟೆಯವರೆಗೆ. ಹೆಚ್ಚಿನ ವಿವರಗಳನ್ನು ಕೆ.ಪಿ.ಪಿ ಪೋರ್ಟಲ್‌ನಲ್ಲಿ ಅಥವಾ ಕಚೇರಿ ವೇಳೆಯಲ್ಲಿ ಈ ಕಛೇರಿಯನ್ನು ಸಂಪರ್ಕಿಸಬಹುದು. — [487, 405, 698, 432]
ars-body: ಅರಸೀಕೆರೆ ನಗರಸಭೆ ವ್ಯಾಪ್ತಿಯಲ್ಲಿ ಎಸ್.ಎಫ್.ಸಿ. ಅನುದಾನದಡಿಯಲ್ಲಿ ಕೆ.ಪಿ.ಪಿ.ಪೋರ್ಟಲ್ ಮೂಲಕ ಟೆಂಡರ್‌ಗಳನ್ನು ಆಹ್ವಾನಿಸಲಾಗಿದೆ. ಹೆಚ್ಚಿನ ವಿವರಗಳಿಗೆ http://www.kppp.karnataka.gov.in ಪೋರ್ಟಲ್ ಮೂಲಕ ಅಥವಾ ಟೆಂಡರ್ ದಸ್ತಾವೇಜುಗಳನ್ನು ಪಡೆಯಬಹುದಾಗಿದೆ. (DMA/2025-26/IND4912) (DMA/2025-26/IND4922) ಟೆಂಡರ್ ಸಲ್ಲಿಸಲು ಕೊನೆಯ ದಿನಾಂಕ: 05-07-2025 ಸಂಜೆ 17:30 ಗಂಟೆ. — [487, 625, 696, 653]
table-cell: 54.67 — [331, 272, 364, 317]
news-text: ಜೂ. 25ರಂದು ಬೆಳಗ್ಗೆ 10ಗಂಟೆಗೆ ಕುಮದ್ವತಿ ಕಾಲೇಜಿನ ಸಭಾಂಗಣದಲ್ಲಿ ಪ್ರತಿಭಾನ್ವಿತ ವಿದ್ಯಾರ್ಥಿಗಳಿಗೆ ಸನ್ಮಾನ ಕಾರ್ಯಕ್ರಮ ಹಮ್ಮಿಕೊಳ್ಳಲಾಗಿದೆ ಎಂದು ಶ್ರೀ ಹುಚ್ಚರಾಯಸ್ವಾಮಿ ದೇವಸ್ಥಾನ ಸಮಿತಿ ತಿಳಿಸಿದೆ. ಎಸ್ಎಸ್ಎಲ್ಸಿ ಹಾಗೂ ಪಿಯುಸಿ ಪರೀಕ್ಷೆಯಲ್ಲಿ ಹೆಚ್ಚು ಅಂಕ ಗಳಿಸಿದ ವಿದ್ಯಾರ್ಥಿಗಳನ್ನು ಗೌರವಿಸಲಾಗುವುದು. ಕಾರ್ಯಕ್ರಮದಲ್ಲಿ ಶಾಸಕ ಬಿ.ವೈ.ವಿಜಯೇಂದ್ರ ಪಾಲ್ಗೊಳ್ಳಲಿದ್ದಾರೆ. ಡಾ.ಹಣಮಂತ ಪ್ರತಿಭಾ ಪುರಸ್ಕಾರ ವಿತರಿಸಲಿದ್ದಾರೆ. ಸಮಾರಂಭದಲ್ಲಿ ಗಣ್ಯರು ಭಾಗವಹಿಸಲಿದ್ದು, ವಿದ್ಯಾರ್ಥಿಗಳು ಪೋಷಕರು ಹೆಚ್ಚಿನ ಸಂಖ್ಯೆಯಲ್ಲಿ ಭಾಗವಹಿಸಬೇಕು ಎಂದು ಕೋರಲಾಗಿದೆ. — [16, 146, 120, 257]
reg-dot-magenta — [610, 1513, 618, 1521]
health-date1: 1. ಟೆಂಡರ್‌ಗಳನ್ನು ಸ್ವೀಕರಿಸಲು ಕೊನೆಯ ದಿನಾಂಕ ಮತ್ತು ಸಮಯ: 07.07.2025 ರಂದು 16.00 ಗಂಟೆಯವರೆಗೆ — [141, 638, 335, 644]
table-cell: 54.41 — [331, 542, 364, 587]
court3-advocate: ಶ್ರೀ ಹಾಲಪ್ಪ ಹೆಚ್., ವಕೀಲರು, ಸೊರಬ (9741148678) — [253, 1397, 345, 1402]
imprint-line1: Hosadigantha kannada daily Printed & Published by P.S. Prakash on behalf of Jnanabharathi Prakashana Limited. Printed at Digantha Mudrana, New Thirthahalli Road, Shivamogga - 577201 — [31, 1468, 913, 1490]
news-dateline: ಶಿಕಾರಿಪುರ: — [16, 146, 38, 153]
udupi-gov: ಕರ್ನಾಟಕ ಸರ್ಕಾರ — [576, 62, 609, 68]
table-cell: ರಾಯಚೂರು ಜಿಲ್ಲೆಯ ಲಿಂಗಸುಗೂರು ತಾಲೂಕಿನ ಹುನೂರು ಗ್ರಾಮದಲ್ಲಿ ಆಯುಷ್ಮಾನ್ ಆರೋಗ್ಯ ಮಂದಿರ ನಿರ್ಮಾಣ ಕಾಮಗಾರಿ. (ಕಾಮಗಾರಿ ಐಂಡೆಂಟ್ ನಂ: 906) — [156, 407, 331, 452]
table-row — [142, 362, 464, 407]
table-cell: 54.41 — [331, 407, 364, 452]
table-cell: ವಿಜಯಪುರ ಜಿಲ್ಲೆಯ ತಾಳಿಕೋಟಿ ತಾಲೂಕಿನ ಬಿದರಕುಂದಿ ಗ್ರಾಮದಲ್ಲಿ ಪ್ರಾಥಮಿಕ ಆರೋಗ್ಯ ಕೇಂದ್ರ ನಿರ್ಮಾಣ. (3ನೇ ಕರೆ) (ಕಾಮಗಾರಿ ಐಂಡೆಂಟ್ ನಂ: 743/call-3 — [156, 182, 331, 227]
table-cell: 6 months — [422, 497, 463, 542]
news-article — [16, 57, 124, 647]
table-cell: 6 — [142, 407, 156, 452]
reg-dot-magenta — [345, 1513, 353, 1521]
sorab-case: ಎಕ್ಸಿಕ್ಯೂಷನ್ ಪಿಟಿಷನ್ ನಂ :20/2024 — [785, 377, 857, 383]
court4-sig: ನ್ಯಾಯಾಲಯದ ಆದೇಶದ ಮೇರೆಗೆ ಸಹಿ/-ಶಿರಸ್ತೇದಾರರು ಜೆ.ಎಂ.ಎಫ್.ಸಿ. ನ್ಯಾಯಾಲಯ,ಶಿವಮೊಗ್ಗ — [558, 1083, 700, 1089]
court5-court: ಮಾನ್ಯ 1ನೇ ಹೆಚ್ಚುವರಿ ಜಿಲ್ಲಾ ಮತ್ತು ಸತ್ರ ನ್ಯಾಯಾಧೀಶರ ನ್ಯಾಯಾಲಯ, ಶಿವಮೊಗ್ಗ — [500, 1141, 685, 1149]
ars-sig: ಸಹಿ/- ಅಧ್ಯಕ್ಷರು, ಸಹಿ/- ಪೌರಾಯುಕ್ತರು, ನಗರಸಭೆ, ಅರಸೀಕೆರೆ. — [546, 777, 639, 783]
apmc-body: ಶಿವಮೊಗ್ಗ ಕೃಷಿ ಉತ್ಪನ್ನ ಮಾರುಕಟ್ಟೆ ಸಮಿತಿಯ ಪ್ರಾಂಗಣದಲ್ಲಿರುವ ವಾಣಿಜ್ಯ ಮಳಿಗೆಗಳನ್ನು ಬಾಡಿಗೆ ಆಧಾರದ ಮೇಲೆ ಹಂಚಿಕೆ ಮಾಡಲು ಇ-ಪ್ರೊಕ್ಯೂರ್‌ಮೆಂಟ್ ಮೂಲಕ ಟೆಂಡರ್ ಆಹ್ವಾನಿಸಲಾಗಿದೆ. ಹೆಚ್ಚಿನ ಮಾಹಿತಿಗಾಗಿ kppp.karnataka.gov.in ವೆಬ್‌ಸೈಟ್‌ನಲ್ಲಿ ನೋಡಬಹುದು. — [255, 789, 462, 810]
ars-title: ಟೆಂಡರ್ ಪ್ರಕಟಣೆ (ಕೆ.ಪಿ.ಪಿ.ಪೋರ್ಟಲ್ ಮೂಲಕ ಮಾತ್ರ) — [486, 610, 699, 623]
apmc-email2: & shimogaapmc@rediffmail.com — [312, 757, 408, 763]
table-cell: 54.41 — [331, 452, 364, 497]
reg-dot-black — [335, 1513, 343, 1521]
health-table-header — [142, 160, 464, 182]
ars-office: ನಗರಸಭಾ ಕಾರ್ಯಾಲಯ, ಅರಸೀಕೆರೆ. — [487, 565, 609, 576]
irr-footref: ವಾ.ಸಾ.ಸಂ/ಹಾಸನ/ಜಿ.ಎಂ.ಎಸ್.ಎಂ/2025-26 — [487, 495, 561, 501]
col-head: ಟೆಂಡರ್ ನ ಮೊತ್ತ (ಲಕ್ಷಗಳಲ್ಲಿ) — [331, 160, 364, 182]
table-cell: Cat-II(A) — [399, 452, 422, 497]
court2-court: ಮಾನ್ಯ ಹಿರಿಯ ವ್ಯವಹಾರ ನ್ಯಾಯಾಧೀಶರು ಮತ್ತು ಜೆ.ಎಂ.ಎಫ್.ಸಿ ನ್ಯಾಯಾಲಯ,ಸೊರಬ — [30, 1163, 227, 1171]
court1-case: ಓ.ಎಸ್.ನಂ : 510/2025 — [101, 743, 156, 749]
health-email: E - mail : ee.khsdrp.klb@gmail.com — [310, 94, 392, 99]
table-cell: 6 months — [422, 272, 463, 317]
hol-office: ಪುರಸಭಾ ಕಾರ್ಯಾಲಯ, ಹೊಳಲ್ಕೆರೆ–577526 — [720, 62, 868, 72]
reg-dot-black — [600, 1513, 608, 1521]
table-cell: 55000.00 — [364, 407, 399, 452]
apmc-tender-ad — [248, 714, 472, 978]
health-dates-title: ಟೆಂಡರ್ ಪ್ರಕ್ರಿಯೆಗೆ ದಿನಾಂಕಗಳು:- — [141, 631, 198, 637]
paper-logo — [521, 14, 701, 48]
court5-sig: ನ್ಯಾಯಾಲಯದ ಆದೇಶದ ಮೇರೆಗೆ ಸಹಿ/-ಮುಖ್ಯ ಆಡಳಿತಾಧಿಕಾರಿಗಳು, ಜಿಲ್ಲಾ ನ್ಯಾಯಾಲಯ, ಶಿವಮೊಗ್ಗ — [552, 1410, 700, 1415]
table-cell: 1 — [142, 182, 156, 227]
udupi-title: ಅಲ್ಪಾವಧಿ ಟೆಂಡರ್ ಪ್ರಕಟಣೆ — [552, 110, 633, 121]
table-row — [142, 497, 464, 542]
ars-email: ಈ ಮೇಲ್ ವಿಳಾಸ: itstaff_ulb_arasikere@yahoo.com — [487, 586, 618, 592]
news-headline: ಜೂ.25ರಂದು ಪ್ರತಿಭಾನ್ವಿತ ವಿದ್ಯಾರ್ಥಿಗಳಿಗೆ ಸನ್ಮಾನ — [16, 58, 97, 140]
ars-date: ದಿನಾಂಕ: 18.06.2025 — [657, 601, 698, 606]
health-note: ಟಿಪ್ಪಣಿ: 1) ಈ ಕೆಳಗೆ ಸಹಿ ಮಾಡಿದವರು ಯಾವುದೇ ಕಾರಣಗಳನ್ನು ನೀಡದೆ ಟೆಂಡರ್ ಪ್ರಕ್ರಿಯೆಯನ್ನು ರದ್ದುಗೊಳಿಸುವ ಹಕ್ಕು ಕಾಯ್ದಿರಿಸಿದೆ. 2) ಇನ್ನು ಹೆಚ್ಚಿನ ಮಾಹಿತಿಗಾಗಿ ಕಚೇರಿಯ ಕೆಲಸದ ವೇಳೆಯಲ್ಲಿ ಸಂಪರ್ಕಿಸುವುದು ಮತ್ತು ಸಂಗ್ರಹಣಾ ವೇದಿಕೆಯಲ್ಲಿ ಮಾಹಿತಿ ಪಡೆಯಬಹುದು. — [141, 652, 463, 665]
court4-case: ಪಿ.ಮಿಸ್.ನಂ : 114/2025 — [565, 870, 620, 876]
udupi-date: ದಿನಾಂಕ:20.06.2025 — [659, 100, 699, 105]
